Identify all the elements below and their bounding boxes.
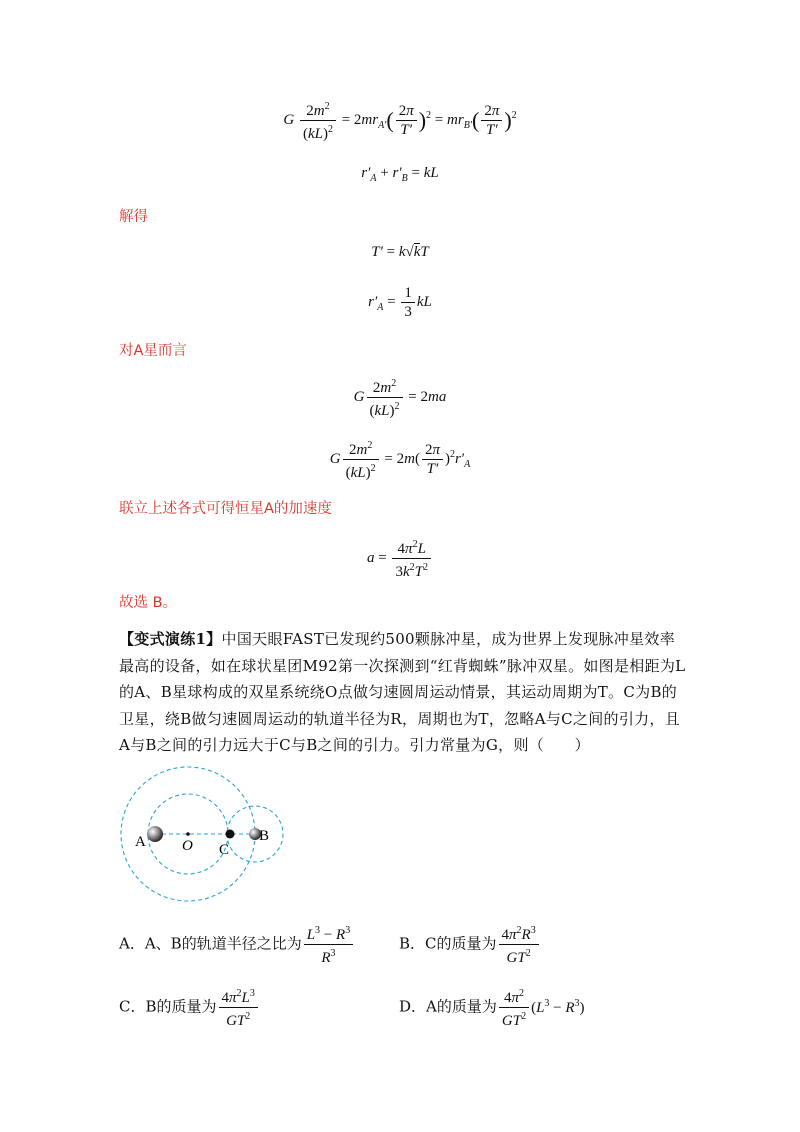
- equation-6: G $\frac{2m^2}{(kL)^2}$ = 2m( $\frac{2\pi}{T'}$ )$^2r'_A$: [0, 437, 800, 482]
- option-a[interactable]: A．A、B的轨道半径之比为 $\frac{L^3 - R^3}{R^3}$: [119, 922, 355, 967]
- equation-5: G $\frac{2m^2}{(kL)^2}$ = 2ma: [0, 375, 800, 420]
- equation-7: a = $\frac{4\pi^2L}{3k^2T^2}$: [0, 536, 800, 581]
- equation-1: G $\frac{2m^2}{(kL)^2}$ = $2mr_{A'}$( $\frac{2\pi}{T'}$ )$^2 = mr_{B'}$( $\frac{2\pi}{T'}$ )$^2$: [0, 98, 800, 143]
- label-a: A: [135, 834, 146, 850]
- label-o: O: [182, 838, 193, 854]
- label-b: B: [259, 828, 270, 844]
- problem-text: [119, 626, 689, 759]
- satellite-c-dot: [226, 830, 235, 839]
- equation-2: $r'_A + r'_B$ = kL: [361, 165, 439, 184]
- option-c[interactable]: C．B的质量为 $\frac{4\pi^2L^3}{GT^2}$: [119, 985, 260, 1030]
- option-d-prefix: D．A的质量为: [399, 997, 497, 1016]
- solution-label: 解得: [119, 209, 148, 225]
- problem-body: 中国天眼FAST已发现约500颗脉冲星，成为世界上发现脉冲星效率最高的设备，如在球状星团M92第一次探测到“红背蜘蛛”脉冲双星。如图是相距为L的A、B星球构成的双星系统绕O点做匀速圆周运动情景，其运动周期为T。C为B的卫星，绕B做匀速圆周运动的轨道半径为R，周期也为T，忽略A与C之间的引力，且A与B之间的引力远大于C与B之间的引力。引力常量为G，则（ ）: [119, 630, 686, 754]
- equation-4: $r'_A$ = $\frac{1}{3}$ kL: [368, 285, 432, 320]
- option-b[interactable]: B．C的质量为 $\frac{4\pi^2R^3}{GT^2}$: [399, 922, 541, 967]
- problem-tag: 【变式演练1】: [119, 630, 222, 648]
- option-d[interactable]: D．A的质量为 $\frac{4\pi^2}{GT^2}$ $(L^3 - R^3)$: [399, 985, 585, 1030]
- star-a-sphere: [147, 826, 163, 842]
- label-c: C: [219, 842, 230, 858]
- combine-label: 联立上述各式可得恒星A的加速度: [119, 501, 332, 517]
- option-a-prefix: A．A、B的轨道半径之比为: [119, 934, 302, 953]
- star-a-label: 对A星而言: [119, 343, 187, 359]
- binary-star-diagram: [118, 762, 298, 910]
- answer-label: 故选 B。: [119, 595, 178, 611]
- equation-3: T′ = k√kT: [371, 244, 429, 260]
- option-c-prefix: C．B的质量为: [119, 997, 217, 1016]
- center-o-dot: [186, 832, 190, 836]
- option-b-prefix: B．C的质量为: [399, 934, 497, 953]
